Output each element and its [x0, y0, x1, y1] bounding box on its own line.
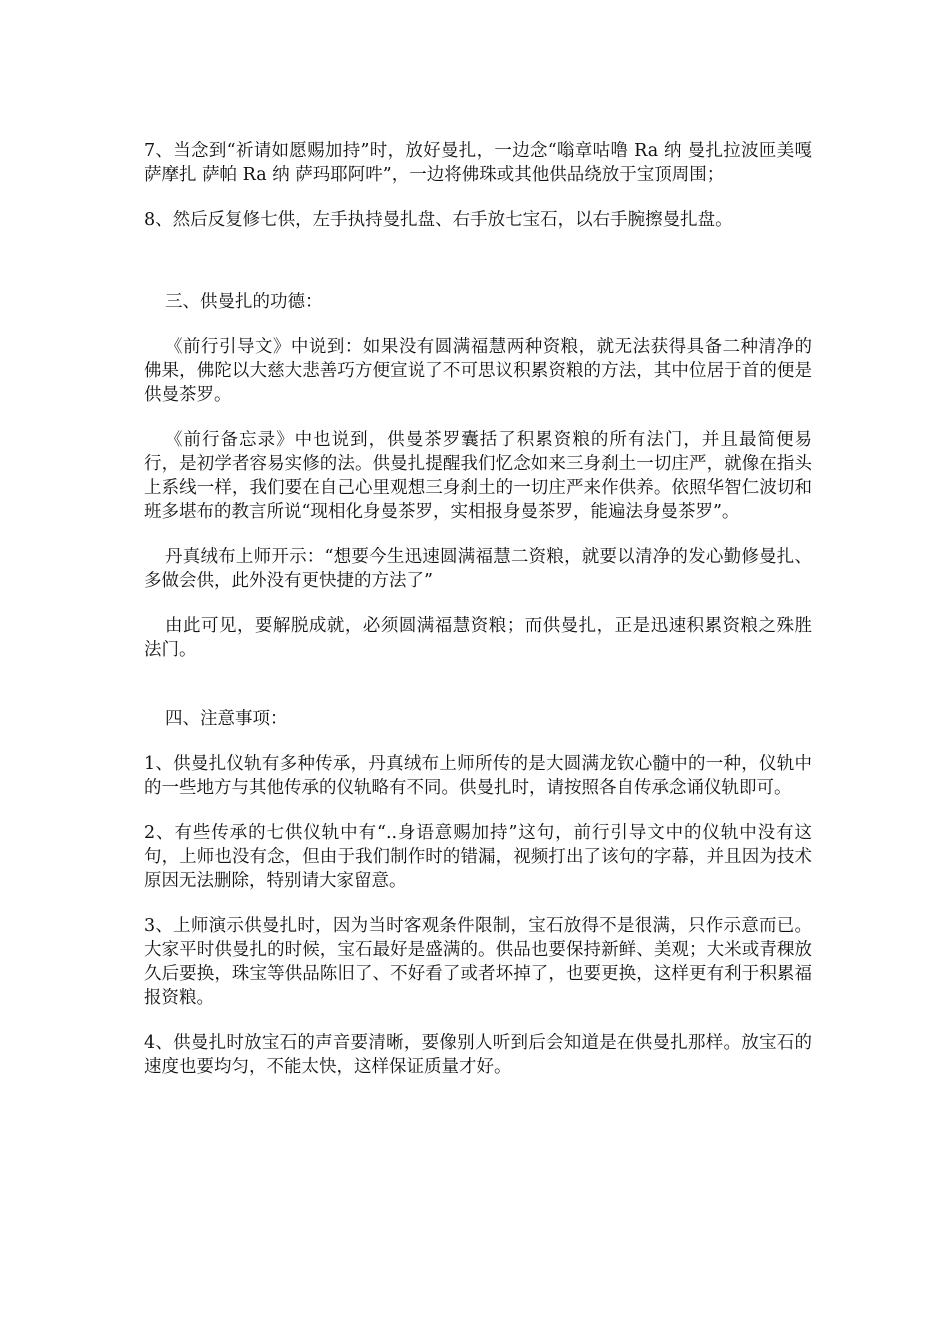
- document-body: [144, 139, 812, 1100]
- paragraph-quote-guide: 《前行引导文》中说到：如果没有圆满福慧两种资粮，就无法获得具备二种清净的佛果，佛陀以大慈大悲善巧方便宣说了不可思议积累资粮的方法，其中位居于首的便是供曼茶罗。: [144, 337, 812, 405]
- paragraph-note-1: 1、供曼扎仪轨有多种传承，丹真绒布上师所传的是大圆满龙钦心髓中的一种，仪轨中的一些地方与其他传承的仪轨略有不同。供曼扎时，请按照各自传承念诵仪轨即可。: [144, 754, 812, 798]
- paragraph-note-4: 4、供曼扎时放宝石的声音要清晰，要像别人听到后会知道是在供曼扎那样。放宝石的速度也要均匀，不能太快，这样保证质量才好。: [144, 1033, 812, 1077]
- section-heading-notes: 四、注意事项：: [165, 709, 288, 729]
- paragraph-note-3: 3、上师演示供曼扎时，因为当时客观条件限制，宝石放得不是很满，只作示意而已。大家平时供曼扎的时候，宝石最好是盛满的。供品也要保持新鲜、美观；大米或青稞放久后要换，珠宝等供品陈旧了、不好看了或者坏掉了，也要更换，这样更有利于积累福报资粮。: [144, 916, 812, 1008]
- paragraph-quote-teacher: 丹真绒布上师开示：“想要今生迅速圆满福慧二资粮，就要以清净的发心勤修曼扎、多做会供，此外没有更快捷的方法了”: [144, 547, 812, 591]
- paragraph-step-7: 7、当念到“祈请如愿赐加持”时，放好曼扎，一边念“嗡章咕噜 Ra 纳 曼扎拉波匝美嘎萨摩扎 萨帕 Ra 纳 萨玛耶阿吽”，一边将佛珠或其他供品绕放于宝顶周围；: [144, 141, 812, 185]
- section-heading-merits: 三、供曼扎的功德：: [165, 292, 323, 312]
- paragraph-quote-memo: 《前行备忘录》中也说到，供曼茶罗囊括了积累资粮的所有法门，并且最简便易行，是初学者容易实修的法。供曼扎提醒我们忆念如来三身刹土一切庄严，就像在指头上系线一样，我们要在自己心里观想三身刹土的一切庄严来作供养。依照华智仁波切和班多堪布的教言所说“现相化身曼茶罗，实相报身曼茶罗，能遍法身曼茶罗”。: [144, 430, 812, 522]
- paragraph-note-2: 2、有些传承的七供仪轨中有“..身语意赐加持”这句，前行引导文中的仪轨中没有这句，上师也没有念，但由于我们制作时的错漏，视频打出了该句的字幕，并且因为技术原因无法删除，特别请大家留意。: [144, 823, 812, 891]
- paragraph-step-8: 8、然后反复修七供，左手执持曼扎盘、右手放七宝石，以右手腕擦曼扎盘。: [144, 210, 733, 230]
- paragraph-conclusion: 由此可见，要解脱成就，必须圆满福慧资粮；而供曼扎，正是迅速积累资粮之殊胜法门。: [144, 616, 812, 660]
